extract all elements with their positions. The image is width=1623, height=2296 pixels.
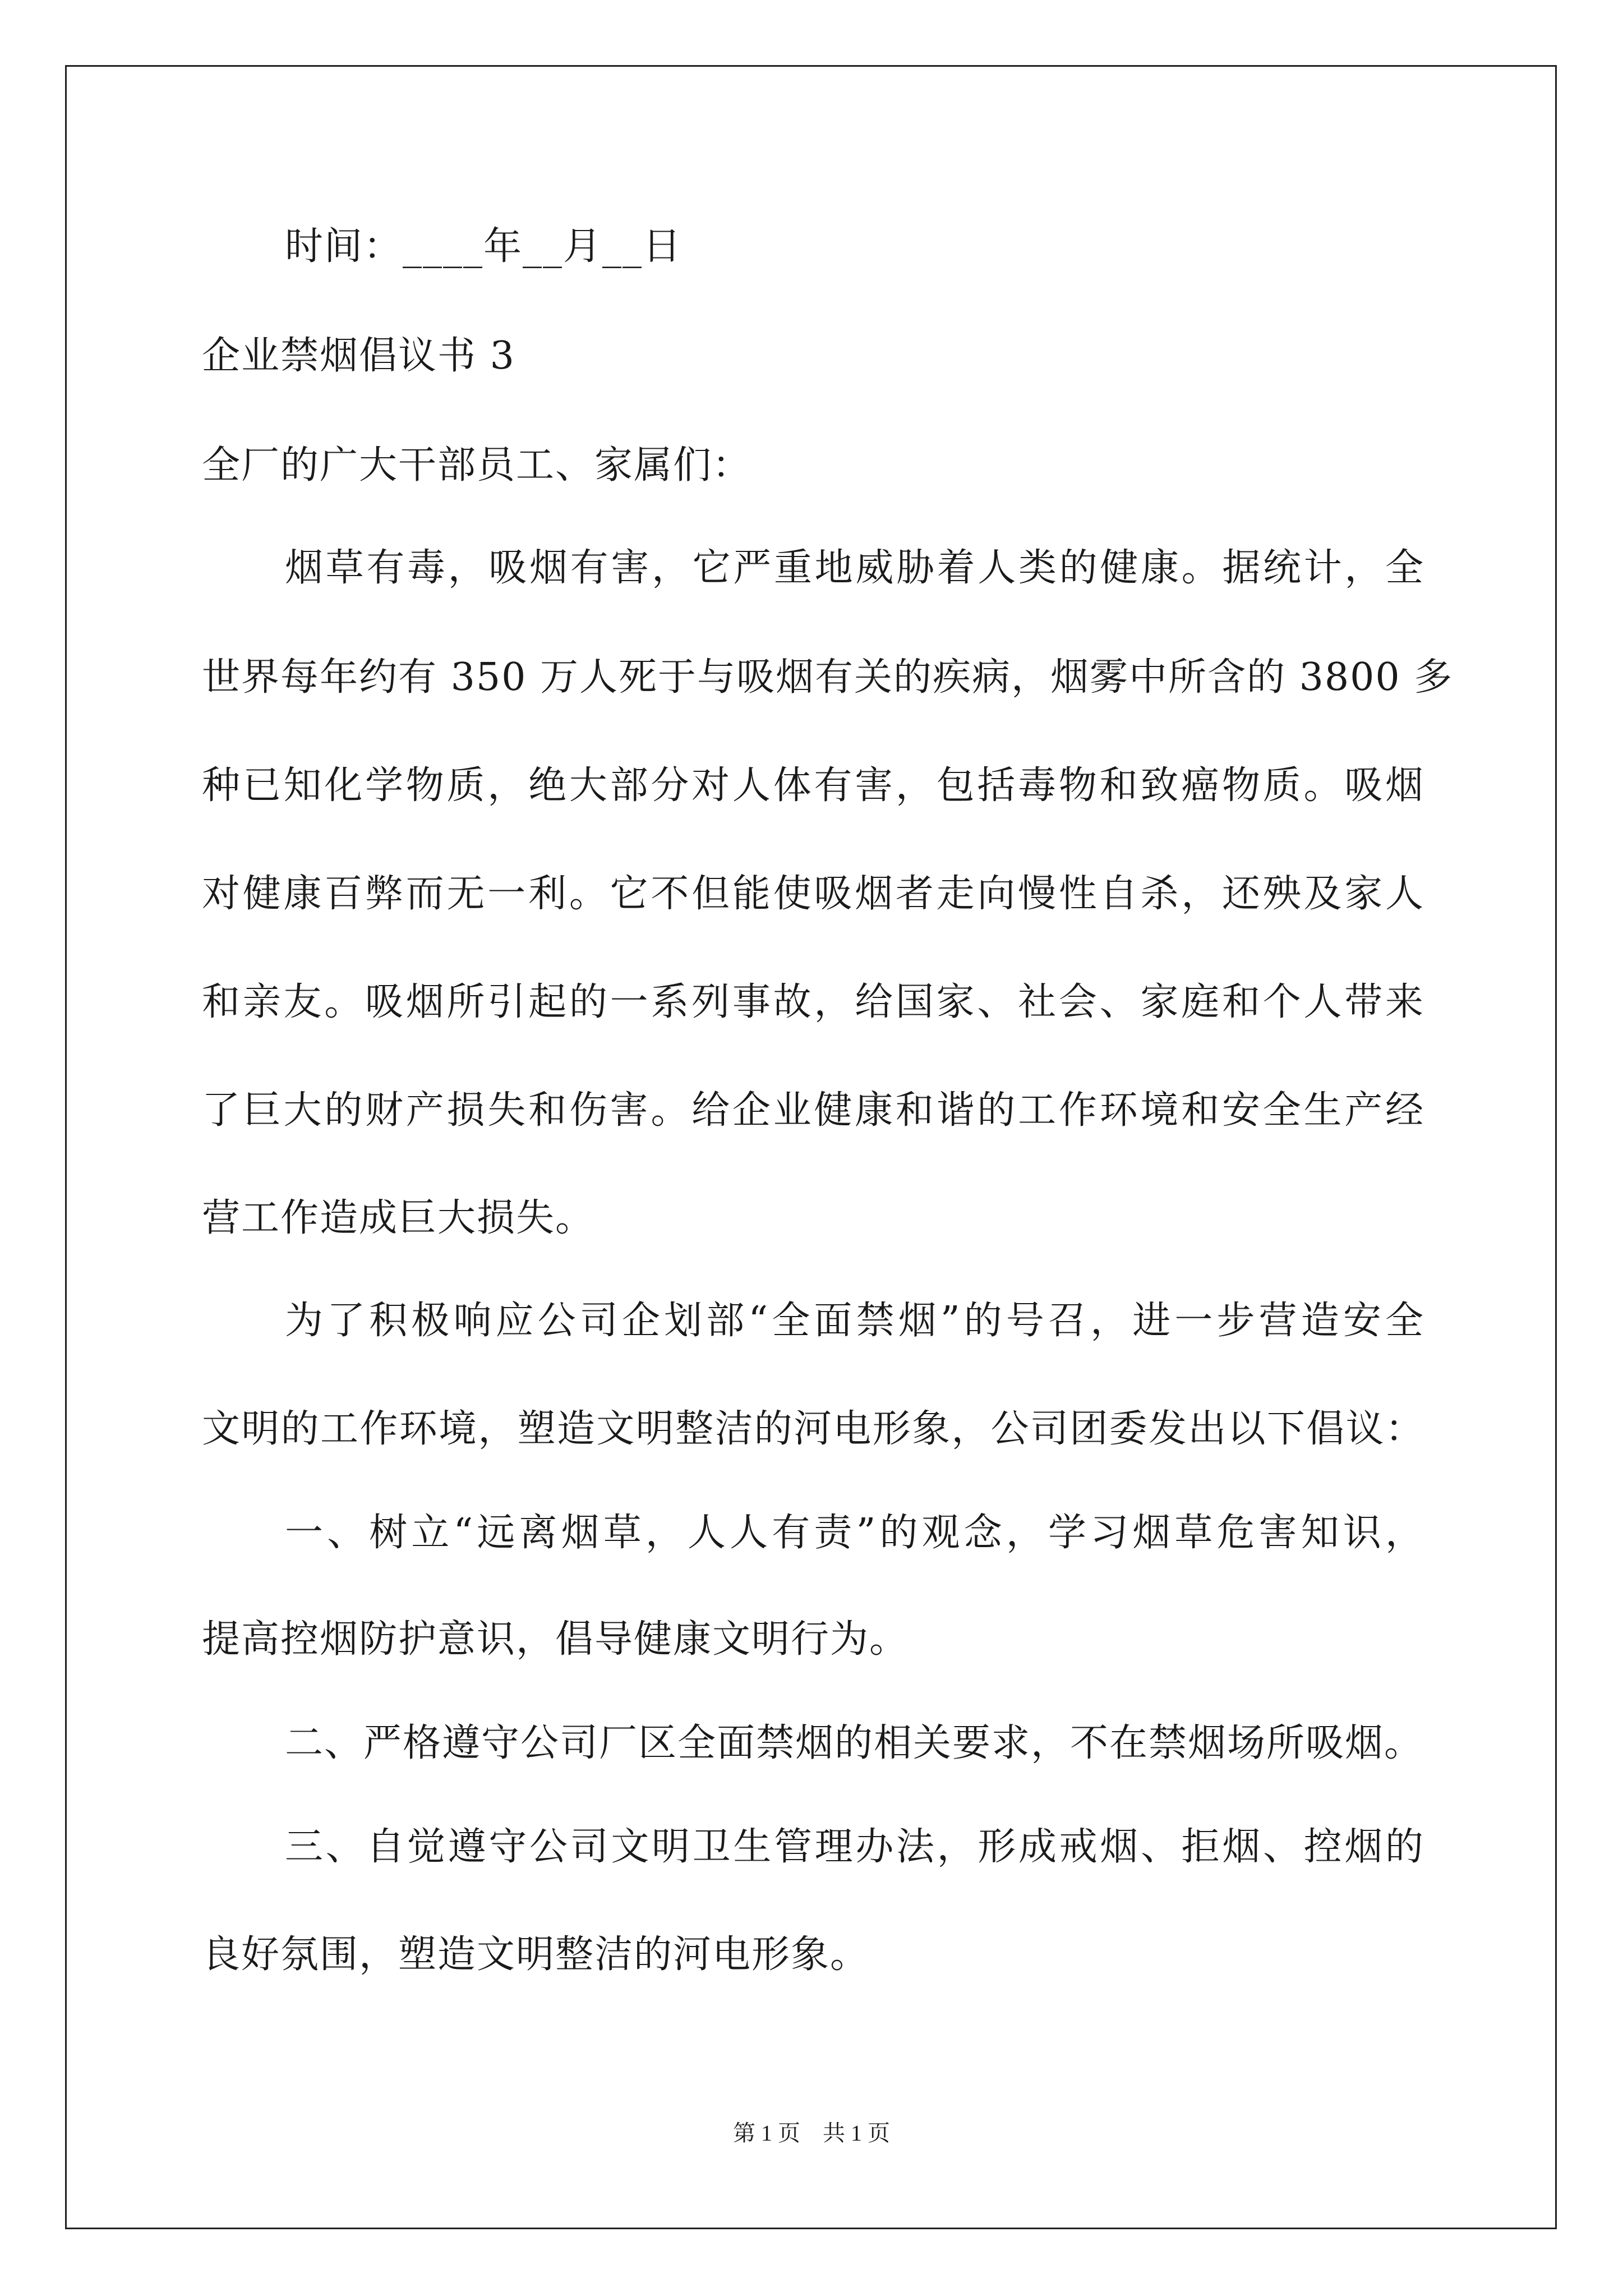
paragraph-5-line-2: 良好氛围，塑造文明整洁的河电形象。 xyxy=(202,1932,870,1977)
page-number: 第 1 页 共 1 页 xyxy=(733,2120,890,2146)
paragraph-1-line-5: 和亲友。吸烟所引起的一系列事故，给国家、社会、家庭和个人带来 xyxy=(202,980,1424,1024)
paragraph-1-line-2: 世界每年约有 350 万人死于与吸烟有关的疾病，烟雾中所含的 3800 多 xyxy=(202,655,1454,700)
paragraph-2-line-1: 为了积极响应公司企划部“全面禁烟”的号召，进一步营造安全 xyxy=(285,1299,1424,1343)
paragraph-1-line-7: 营工作造成巨大损失。 xyxy=(202,1196,595,1240)
date-line: 时间：____年__月__日 xyxy=(285,224,683,269)
paragraph-1-line-1: 烟草有毒，吸烟有害，它严重地威胁着人类的健康。据统计，全 xyxy=(285,546,1424,590)
paragraph-3-line-2: 提高控烟防护意识，倡导健康文明行为。 xyxy=(202,1617,909,1662)
paragraph-1-line-3: 种已知化学物质，绝大部分对人体有害，包括毒物和致癌物质。吸烟 xyxy=(202,763,1424,808)
paragraph-5-line-1: 三、自觉遵守公司文明卫生管理办法，形成戒烟、拒烟、控烟的 xyxy=(285,1825,1424,1869)
salutation: 全厂的广大干部员工、家属们： xyxy=(202,443,752,487)
paragraph-4-line-1: 二、严格遵守公司厂区全面禁烟的相关要求，不在禁烟场所吸烟。 xyxy=(285,1721,1424,1765)
page-border xyxy=(65,65,1557,2229)
paragraph-1-line-6: 了巨大的财产损失和伤害。给企业健康和谐的工作环境和安全生产经 xyxy=(202,1088,1424,1133)
paragraph-3-line-1: 一、树立“远离烟草，人人有责”的观念，学习烟草危害知识， xyxy=(285,1511,1424,1555)
paragraph-2-line-2: 文明的工作环境，塑造文明整洁的河电形象，公司团委发出以下倡议： xyxy=(202,1407,1424,1451)
paragraph-1-line-4: 对健康百弊而无一利。它不但能使吸烟者走向慢性自杀，还殃及家人 xyxy=(202,872,1424,916)
document-title: 企业禁烟倡议书 3 xyxy=(202,334,515,378)
